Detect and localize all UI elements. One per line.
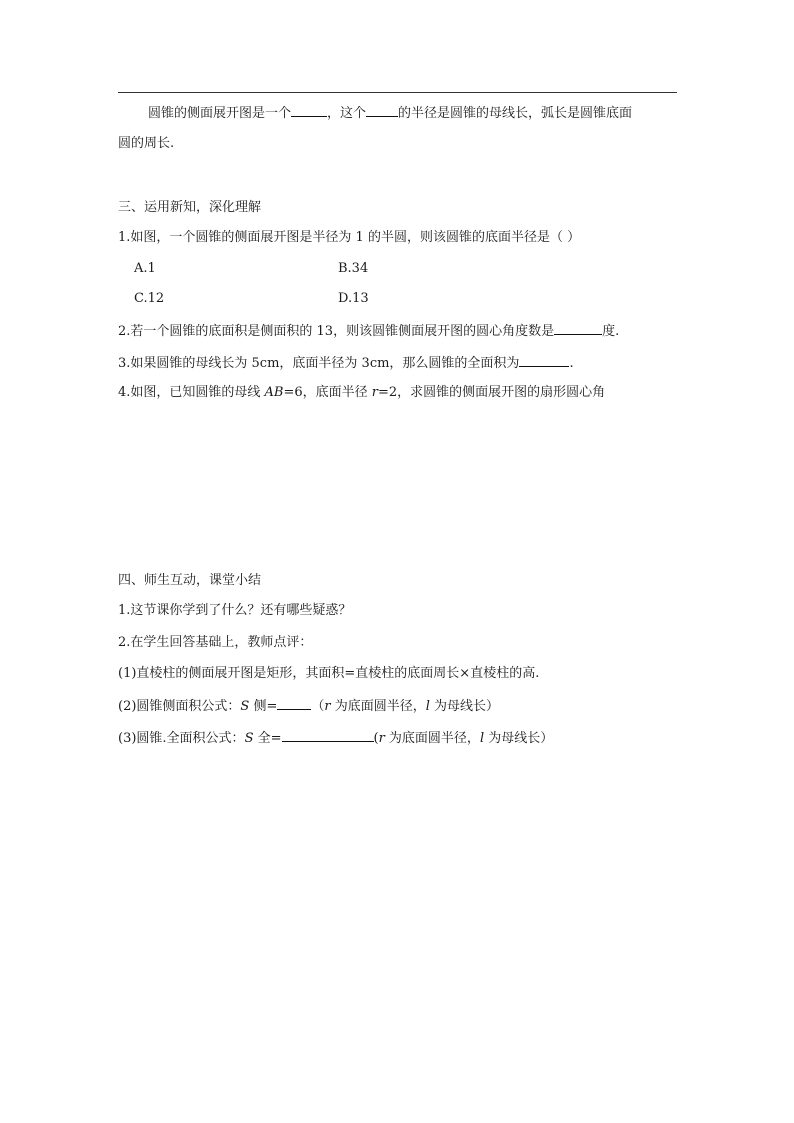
p2-text-b: 侧= bbox=[249, 699, 278, 714]
header-rule bbox=[118, 92, 677, 93]
point-1: (1)直棱柱的侧面展开图是矩形，其面积=直棱柱的底面周长×直棱柱的高. bbox=[118, 666, 540, 681]
q4-text-b: =6，底面半径 bbox=[283, 385, 372, 400]
blank-angle bbox=[554, 322, 602, 335]
p3-text-a: (3)圆锥.全面积公式： bbox=[118, 731, 245, 746]
intro-line-2: 圆的周长. bbox=[118, 136, 175, 151]
summary-item-1: 1.这节课你学到了什么？还有哪些疑惑？ bbox=[118, 603, 352, 618]
blank-area bbox=[519, 354, 569, 367]
intro-text-c: 的半径是圆锥的母线长，弧长是圆锥底面 bbox=[398, 106, 633, 121]
option-b: B.34 bbox=[338, 261, 369, 276]
question-1: 1.如图，一个圆锥的侧面展开图是半径为 1 的半圆，则该圆锥的底面半径是（ ） bbox=[118, 230, 581, 245]
option-a: A.1 bbox=[134, 261, 156, 276]
option-d: D.13 bbox=[338, 291, 369, 306]
p2-var-l: l bbox=[425, 699, 430, 714]
p3-text-d: 为底面圆半径， bbox=[384, 731, 480, 746]
p3-var-r: r bbox=[378, 731, 385, 746]
p2-text-c: （ bbox=[311, 699, 325, 714]
q2-text: 2.若一个圆锥的底面积是侧面积的 13，则该圆锥侧面展开图的圆心角度数是 bbox=[118, 324, 555, 339]
blank-part bbox=[366, 104, 398, 117]
p3-text-b: 全= bbox=[253, 731, 282, 746]
p3-var-s: S bbox=[244, 731, 254, 746]
p2-text-d: 为底面圆半径， bbox=[330, 699, 426, 714]
blank-lateral-formula bbox=[277, 697, 311, 710]
question-4 bbox=[118, 385, 605, 401]
blank-total-formula bbox=[282, 729, 374, 742]
q4-var-ab: AB bbox=[264, 385, 284, 400]
p2-var-s: S bbox=[240, 699, 250, 714]
intro-text-b: ，这个 bbox=[327, 106, 367, 121]
q2-unit: 度. bbox=[602, 324, 620, 339]
point-3 bbox=[118, 729, 553, 747]
q4-text-c: =2，求圆锥的侧面展开图的扇形圆心角 bbox=[378, 385, 606, 400]
q3-text: 3.如果圆锥的母线长为 5cm，底面半径为 3cm，那么圆锥的全面积为 bbox=[118, 356, 520, 371]
intro-line-1 bbox=[148, 104, 632, 122]
p3-var-l: l bbox=[479, 731, 485, 746]
point-2 bbox=[118, 697, 499, 715]
summary-item-2: 2.在学生回答基础上，教师点评： bbox=[118, 635, 313, 650]
p3-text-e: 为母线长） bbox=[484, 731, 554, 746]
p2-var-r: r bbox=[324, 699, 331, 714]
q4-var-r: r bbox=[371, 385, 379, 400]
section3-heading: 三、运用新知，深化理解 bbox=[118, 200, 262, 215]
blank-shape bbox=[291, 104, 327, 117]
q3-end: . bbox=[569, 356, 574, 371]
section4-heading: 四、师生互动，课堂小结 bbox=[118, 573, 262, 588]
p3-text-c: ( bbox=[373, 731, 379, 746]
p2-text-a: (2)圆锥侧面积公式： bbox=[118, 699, 241, 714]
question-3 bbox=[118, 354, 574, 372]
option-c: C.12 bbox=[134, 291, 165, 306]
intro-text-a: 圆锥的侧面展开图是一个 bbox=[148, 106, 292, 121]
p2-text-e: 为母线长） bbox=[429, 699, 500, 714]
question-2 bbox=[118, 322, 619, 340]
q4-text-a: 4.如图，已知圆锥的母线 bbox=[118, 385, 265, 400]
